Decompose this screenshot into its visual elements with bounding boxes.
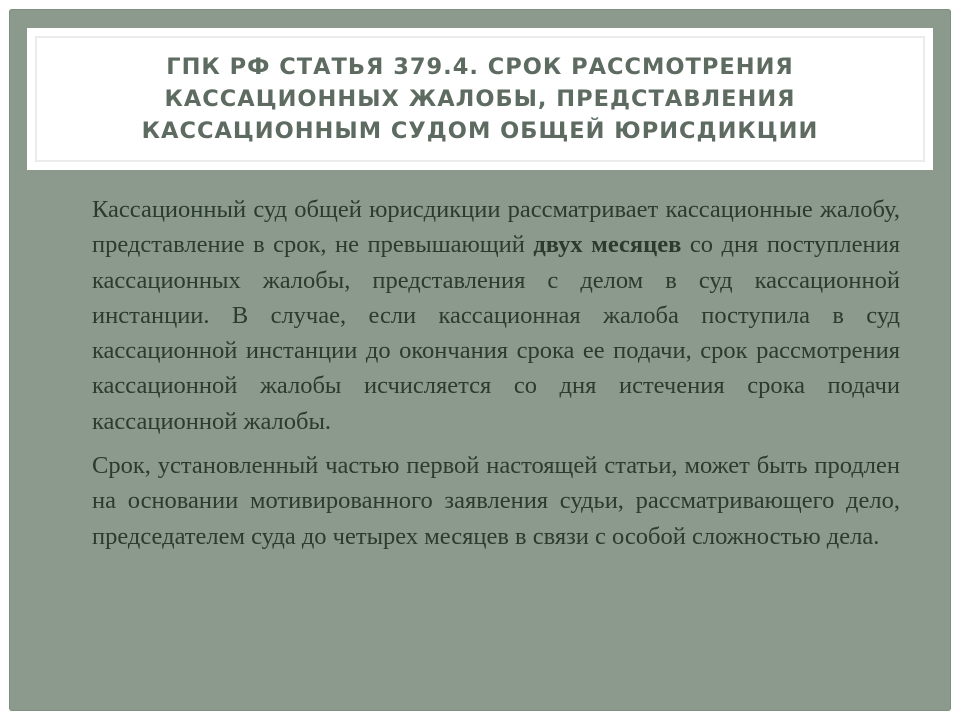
paragraph-1 [92,192,900,439]
slide-title: ГПК РФ СТАТЬЯ 379.4. СРОК РАССМОТРЕНИЯ КАССАЦИОННЫХ ЖАЛОБЫ, ПРЕДСТАВЛЕНИЯ КАССАЦИОННЫМ СУДОМ ОБЩЕЙ ЮРИСДИКЦИИ [141,54,819,144]
title-box [27,28,933,170]
paragraph-2: Срок, установленный частью первой настоящей статьи, может быть продлен на основании мотивированного заявления судьи, рассматривающего дело, председателем суда до четырех месяцев в связи с особой сложностью дела. [92,452,900,550]
paragraph-1-emphasis: двух месяцев [533,231,682,259]
title-frame [35,36,925,162]
paragraph-1-part-1: Кассационный суд общей юрисдикции рассматривает кассационные жалобу, представление в срок, не превышающий [92,196,900,259]
paragraph-1-part-2: со дня поступления кассационных жалобы, представления с делом в суд кассационной инстанции. В случае, если кассационная жалоба поступила в суд кассационной инстанции до окончания срока ее подачи, срок рассмотрения кассационной жалобы исчисляется со дня истечения срока подачи кассационной жалобы. [92,231,900,435]
slide-body [92,192,900,563]
